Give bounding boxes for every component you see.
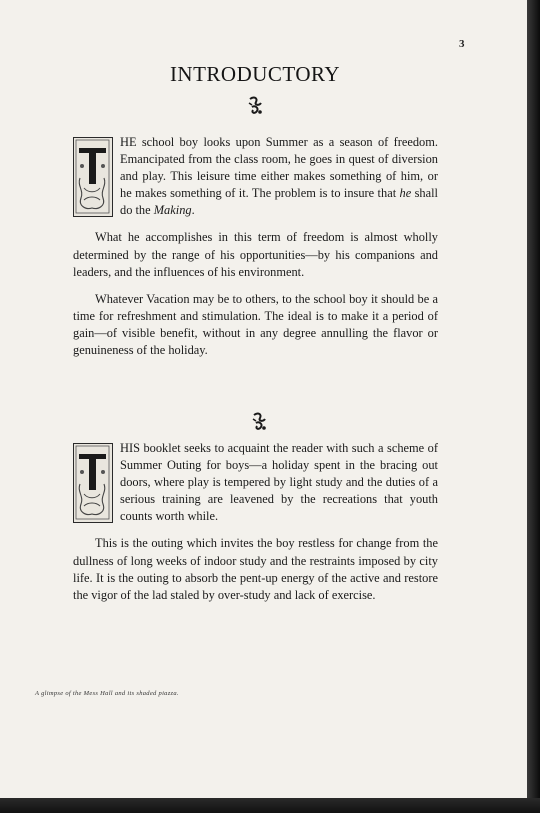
intro-p1-text: HE school boy looks upon Summer as a season of freedom. Emancipated from the class room, he goes in quest of diversion and play. This leisure time either makes something of him, or he makes something of it. The problem is to insure that (120, 135, 438, 201)
intro-p1-end: . (191, 203, 195, 218)
fleuron-icon (245, 95, 267, 117)
fleuron-icon (249, 411, 271, 433)
intro-p1-emphasis-making: Making (153, 203, 192, 218)
intro-paragraph-3: Whatever Vacation may be to others, to the school boy it should be a time for refreshment and stimulation. The ideal is to make it a period of gain—of visible benefit, without in any degree annulling the flavor or genuineness of the holiday. (73, 291, 438, 358)
decorated-initial-T (74, 444, 111, 521)
page-title: INTRODUCTORY (169, 62, 341, 86)
section-intro (73, 134, 438, 369)
dropcap-initial (73, 137, 113, 217)
dropcap-initial (73, 443, 113, 523)
page-number: 3 (459, 38, 465, 50)
booklet-paragraph-1: HIS booklet seeks to acquaint the reader with such a scheme of Summer Outing for boys—a holiday spent in the bracing out doors, where play is tempered by light study and the duties of a serious training are leavened by the recreations that youth counts worth while. (120, 441, 438, 524)
section-booklet (73, 440, 438, 614)
photo-caption: A glimpse of the Mess Hall and its shaded piazza. (35, 690, 179, 697)
decorated-initial-T (74, 138, 111, 215)
intro-paragraph-2: What he accomplishes in this term of freedom is almost wholly determined by the range of his opportunities—by his companions and leaders, and the influences of his environment. (73, 230, 438, 279)
intro-p1-mid: shall do the (120, 186, 438, 218)
intro-paragraph-1 (73, 134, 438, 219)
booklet-paragraph-2: This is the outing which invites the boy restless for change from the dullness of long weeks of indoor study and the restraints imposed by city life. It is the outing to absorb the pent-up energy of the active and restore the vigor of the lad staled by over-study and lack of exercise. (73, 536, 438, 602)
page-bottom-shadow (0, 798, 540, 813)
intro-p1-emphasis-he: he (399, 186, 412, 201)
page-edge-shadow (527, 0, 540, 813)
